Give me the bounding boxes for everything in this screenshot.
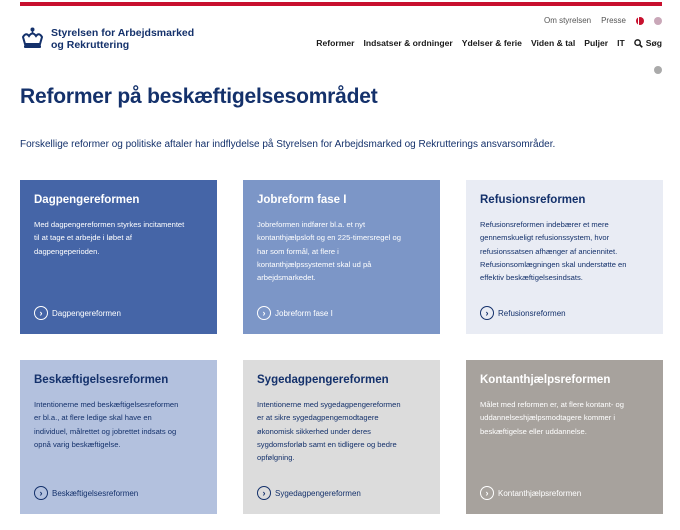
arrow-right-icon: ›: [480, 306, 494, 320]
crown-icon: [20, 27, 45, 51]
utility-nav: [544, 16, 662, 25]
card-link[interactable]: [34, 306, 121, 320]
card-body: Intentionerne med sygedagpengereformen er at sikre sygedagpengemodtagere økonomisk sikkerhed under deres sygdomsforløb samt en tidligere og bedre opfølgning.: [257, 400, 401, 463]
main-nav: [316, 38, 662, 48]
nav-ydelser[interactable]: Ydelser & ferie: [461, 38, 522, 48]
card-body: Med dagpengereformen styrkes incitamentet til at tage et arbejde i løbet af dagpengeperioden.: [34, 220, 185, 256]
card-body: Målet med reformen er, at flere kontant- og uddannelseshjælpsmodtagere kommer i beskæftigelse eller uddannelse.: [480, 400, 624, 436]
card-link-label: Kontanthjælpsreformen: [498, 488, 582, 498]
card-title: Kontanthjælpsreformen: [480, 374, 611, 386]
card-title: Refusionsreformen: [480, 194, 586, 206]
share-icon[interactable]: [654, 66, 662, 74]
arrow-right-icon: ›: [257, 486, 271, 500]
top-accent-bar: [20, 2, 662, 6]
card-link-label: Beskæftigelsesreformen: [52, 488, 139, 498]
card-link-label: Refusionsreformen: [498, 308, 566, 318]
card-jobreform[interactable]: [243, 180, 440, 334]
logo-line-2: og Rekruttering: [51, 39, 130, 51]
card-link[interactable]: [257, 486, 361, 500]
nav-reformer[interactable]: Reformer: [316, 38, 355, 48]
card-kontanthjaelpsreformen[interactable]: [466, 360, 663, 514]
english-flag-icon[interactable]: [654, 17, 662, 25]
card-title: Jobreform fase I: [257, 194, 347, 206]
card-link[interactable]: [480, 306, 566, 320]
page-intro: Forskellige reformer og politiske aftaler har indflydelse på Styrelsen for Arbejdsmarked og Rekrutterings ansvarsområder.: [20, 139, 556, 150]
search-button[interactable]: [634, 38, 662, 48]
nav-indsatser[interactable]: Indsatser & ordninger: [363, 38, 453, 48]
nav-it[interactable]: IT: [617, 38, 625, 48]
card-link[interactable]: [257, 306, 333, 320]
card-refusionsreformen[interactable]: [466, 180, 663, 334]
nav-puljer[interactable]: Puljer: [584, 38, 609, 48]
card-link-label: Dagpengereformen: [52, 308, 121, 318]
card-body: Jobreformen indfører bl.a. et nyt kontanthjælpsloft og en 225-timersregel og har som formål, at flere i kontanthjælpssystemet skal ud på arbejdsmarkedet.: [257, 220, 401, 283]
arrow-right-icon: ›: [34, 306, 48, 320]
card-link[interactable]: [480, 486, 581, 500]
danish-flag-icon[interactable]: [636, 17, 644, 25]
card-body: Refusionsreformen indebærer et mere gennemskueligt refusionssystem, hvor refusionssatsen afhænger af anciennitet. Refusionsomlægningen skal understøtte en effektiv beskæftigelsesindsats.: [480, 220, 627, 283]
logo-text: [51, 27, 194, 51]
search-icon: [634, 39, 643, 48]
press-link[interactable]: Presse: [601, 16, 626, 25]
card-dagpengereformen[interactable]: [20, 180, 217, 334]
card-link-label: Jobreform fase I: [275, 308, 333, 318]
search-label: Søg: [645, 38, 662, 48]
card-sygedagpengereformen[interactable]: [243, 360, 440, 514]
card-link-label: Sygedagpengereformen: [275, 488, 361, 498]
about-link[interactable]: Om styrelsen: [543, 16, 592, 25]
logo-line-1: Styrelsen for Arbejdsmarked: [51, 27, 195, 39]
card-beskaeftigelsesreformen[interactable]: [20, 360, 217, 514]
card-link[interactable]: [34, 486, 138, 500]
arrow-right-icon: ›: [34, 486, 48, 500]
card-title: Beskæftigelsesreformen: [34, 374, 169, 386]
arrow-right-icon: ›: [480, 486, 494, 500]
arrow-right-icon: ›: [257, 306, 271, 320]
card-title: Dagpengereformen: [34, 194, 140, 206]
card-title: Sygedagpengereformen: [257, 374, 389, 386]
nav-viden[interactable]: Viden & tal: [530, 38, 576, 48]
site-logo[interactable]: [20, 27, 194, 51]
card-body: Intentionerne med beskæftigelsesreformen er bl.a., at flere ledige skal have en individuel, målrettet og jobrettet indsats og opnå varig beskæftigelse.: [34, 400, 179, 449]
page-title: Reformer på beskæftigelsesområdet: [20, 85, 378, 108]
